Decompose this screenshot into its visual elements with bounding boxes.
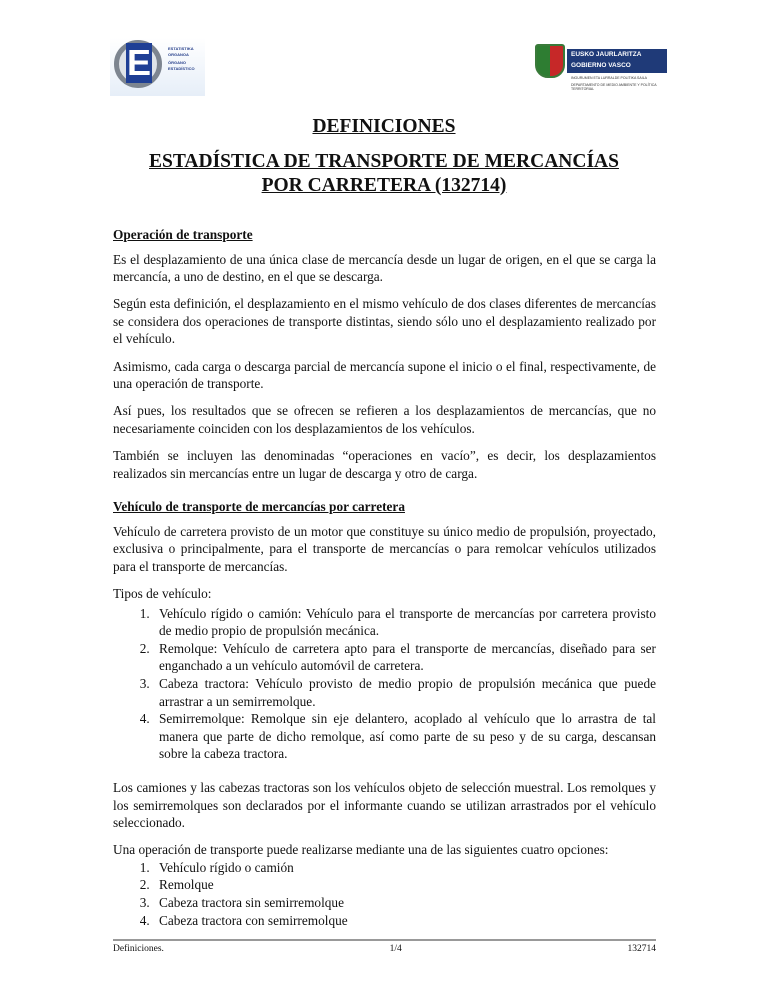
- paragraph: Según esta definición, el desplazamiento en el mismo vehículo de dos clases diferentes de mercancías se considera dos operaciones de transporte distintas, siendo sólo uno el desplazamiento realizado por el vehículo.: [113, 296, 656, 347]
- vehicle-types-list: [113, 605, 656, 763]
- section-heading: Vehículo de transporte de mercancías por carretera: [113, 499, 405, 515]
- logo-text: [168, 46, 195, 71]
- gobierno-vasco-logo: [533, 42, 673, 98]
- logo-line: ESTADÍSTICO: [168, 65, 195, 71]
- page-footer: [113, 939, 656, 954]
- logo-line: ESTATISTIKA: [168, 46, 194, 51]
- list-item: 1. Vehículo rígido o camión: Vehículo para el transporte de mercancías por carretera provisto de medio propio de propulsión mecánica.: [153, 605, 656, 640]
- footer-right: 132714: [627, 944, 656, 954]
- department-text: [571, 76, 666, 92]
- list-item: 3. Cabeza tractora sin semirremolque: [153, 894, 656, 912]
- paragraph: Vehículo de carretera provisto de un motor que constituye su único medio de propulsión, proyectado, exclusiva o principalmente, para el transporte de mercancías o para remolcar vehículos utilizados para el transporte de mercancías.: [113, 523, 656, 574]
- page-number: 1/4: [389, 944, 402, 954]
- list-item: 1. Vehículo rígido o camión: [153, 859, 656, 877]
- subtitle-line: ESTADÍSTICA DE TRANSPORTE DE MERCANCÍAS: [149, 151, 619, 172]
- document-body: [113, 226, 656, 939]
- paragraph: Así pues, los resultados que se ofrecen se refieren a los desplazamientos de mercancías, que no necesariamente coinciden con los desplazamientos de los vehículos.: [113, 403, 656, 436]
- logo-line: EUSKO JAURLARITZA: [571, 51, 642, 58]
- paragraph: También se incluyen las denominadas “operaciones en vacío”, es decir, los desplazamientos realizados sin mercancías entre un lugar de descarga y otro de carga.: [113, 447, 656, 481]
- paragraph: Los camiones y las cabezas tractoras son los vehículos objeto de selección muestral. Los remolques y los semirremolques son declarados por el informante cuando se utilizan arrastrados por el vehículo seleccionado.: [113, 779, 656, 831]
- paragraph: Es el desplazamiento de una única clase de mercancía desde un lugar de origen, en el que se carga la mercancía, a uno de destino, en el que se descarga.: [113, 251, 656, 285]
- logo-line: ORGANOA: [168, 51, 189, 57]
- list-item: 4. Semirremolque: Remolque sin eje delantero, acoplado al vehículo que lo arrastra de tal manera que parte de dicho remolque, así como parte de su peso y de su carga, descansan sobre la cabeza tractora.: [153, 710, 656, 763]
- coat-of-arms-icon: [535, 44, 565, 78]
- types-label: Tipos de vehículo:: [113, 586, 212, 601]
- eustat-logo: [110, 38, 205, 96]
- list-item: 4. Cabeza tractora con semirremolque: [153, 912, 656, 930]
- document-title: DEFINICIONES: [312, 116, 456, 137]
- list-item: 2. Remolque: Vehículo de carretera apto para el transporte de mercancías, diseñado para ser enganchado a un vehículo automóvil de carretera.: [153, 640, 656, 675]
- list-item: 2. Remolque: [153, 876, 656, 894]
- logo-line: GOBIERNO VASCO: [571, 62, 631, 69]
- dept-eu: INGURUMEN ETA LURRALDE POLITIKA SAILA: [571, 76, 647, 80]
- logo-letter: E: [126, 42, 151, 83]
- logo-banner: [567, 49, 667, 73]
- list-item: 3. Cabeza tractora: Vehículo provisto de medio propio de propulsión mecánica que puede arrastrar a un semirremolque.: [153, 675, 656, 710]
- section-heading: Operación de transporte: [113, 227, 253, 242]
- logo-line: ÓRGANO: [168, 60, 186, 65]
- document-subtitle: [0, 150, 768, 198]
- options-list: [113, 859, 656, 929]
- options-label: Una operación de transporte puede realizarse mediante una de las siguientes cuatro opciones:: [113, 842, 609, 858]
- footer-left: Definiciones.: [113, 944, 164, 954]
- paragraph: Asimismo, cada carga o descarga parcial de mercancía supone el inicio o el final, respectivamente, de una operación de transporte.: [113, 358, 656, 392]
- subtitle-line: POR CARRETERA (132714): [261, 175, 507, 196]
- dept-es: DEPARTAMENTO DE MEDIO AMBIENTE Y POLÍTICA TERRITORIAL: [571, 82, 657, 91]
